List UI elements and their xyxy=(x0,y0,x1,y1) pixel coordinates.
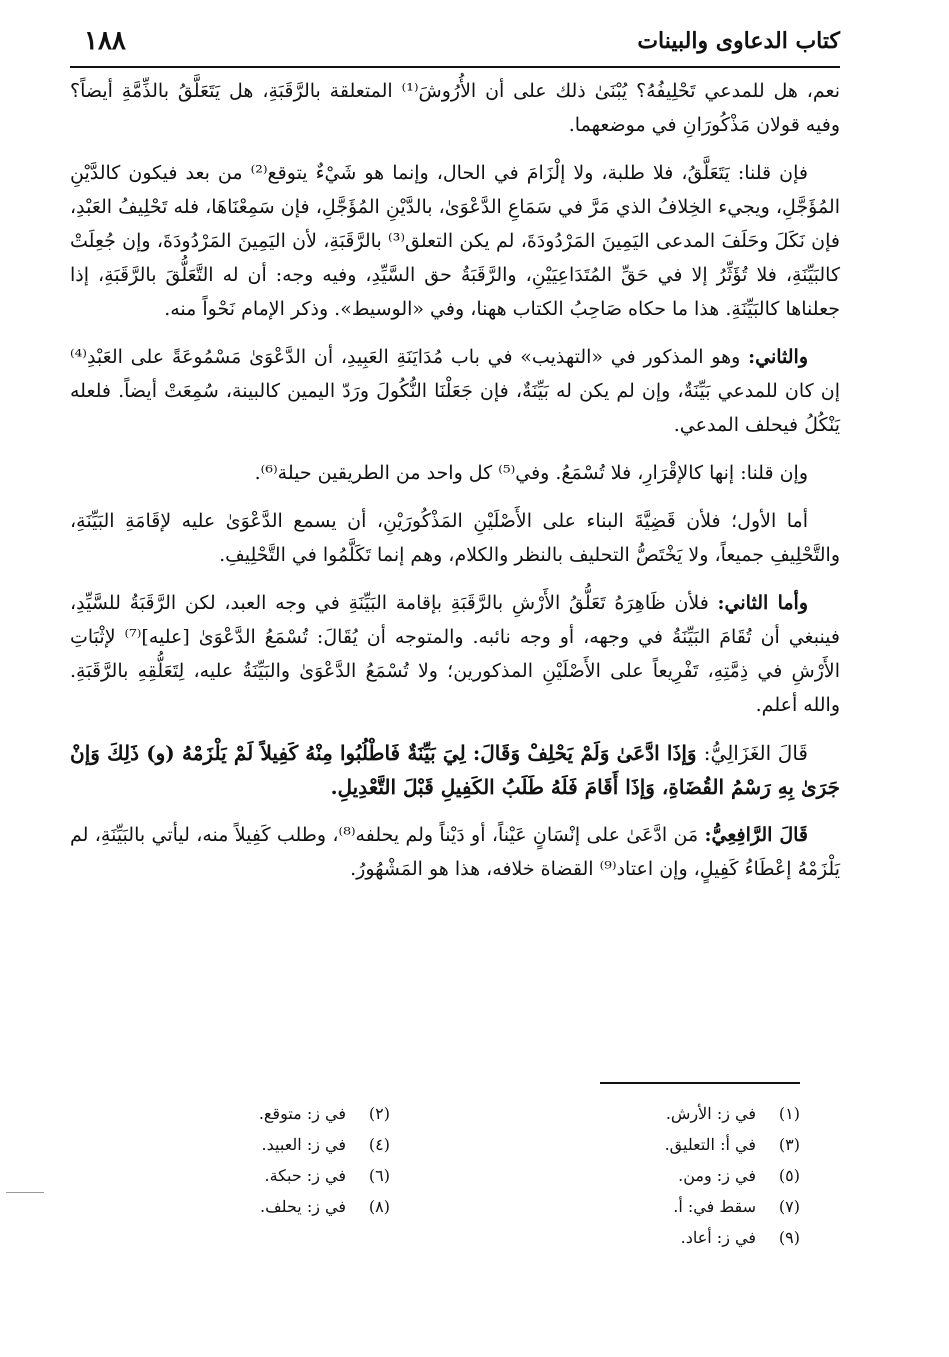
paragraph-lead: والثاني: xyxy=(748,346,808,368)
footnote-text: في ز: العبيد. xyxy=(261,1135,346,1154)
book-page xyxy=(70,0,840,1357)
footnote-number: (٨) xyxy=(368,1197,390,1216)
footnote xyxy=(110,1129,390,1160)
footnote-text: في ز: أعاد. xyxy=(680,1228,756,1247)
page-number: ١٨٨ xyxy=(84,26,126,56)
scan-edge-mark xyxy=(6,1192,44,1193)
footnote-text: سقط في: أ. xyxy=(673,1197,756,1216)
paragraph-text: وإن قلنا: إنها كالإقْرَارِ، فلا تُسْمَعُ. وفي⁽⁵⁾ كل واحد من الطريقين حيلة⁽⁶⁾. xyxy=(254,462,808,484)
paragraph-text: وهو المذكور في «التهذيب» في باب مُدَايَنَةِ العَبِيدِ، أن الدَّعْوَىٰ مَسْمُوعَةً على العَبْدِ⁽⁴⁾ إن كان للمدعي بَيِّنَةٌ، وإن لم يكن له بَيِّنَةٌ، فإن جَعَلْنَا النُّكُولَ ورَدّ اليمين كالبينة، سُمِعَتْ أيضاً. فلعله يَنْكُلُ فيحلف المدعي. xyxy=(70,346,840,436)
main-text xyxy=(70,74,840,900)
running-title: كتاب الدعاوى والبينات xyxy=(637,28,840,54)
footnote-text: في ز: حبكة. xyxy=(264,1166,346,1185)
footnote-number: (١) xyxy=(778,1104,800,1123)
paragraph-lead: قَالَ الرَّافِعِيُّ: xyxy=(704,824,808,846)
paragraph-2 xyxy=(70,156,840,326)
footnote-number: (٦) xyxy=(368,1166,390,1185)
paragraph-text: مَن ادَّعَىٰ على إنْسَانٍ عَيْناً، أو دَيْناً ولم يحلفه⁽⁸⁾، وطلب كَفِيلاً منه، ليأتي بالبَيِّنَةِ، لم يَلْزَمْهُ إعْطَاءُ كَفِيلٍ، وإن اعتاد⁽⁹⁾ القضاة خلافه، هذا هو المَشْهُورُ. xyxy=(70,824,840,880)
footnote-text: في ز: الأرش. xyxy=(665,1104,756,1123)
paragraph-3 xyxy=(70,340,840,442)
quote-lead: قَالَ الغَزَالِيُّ: xyxy=(703,741,808,765)
footnote-text: في أ: التعليق. xyxy=(664,1135,756,1154)
footnote xyxy=(110,1098,390,1129)
paragraph-text: أما الأول؛ فلأن قَضِيَّةَ البناء على الأَصْلَيْنِ المَذْكُورَيْنِ، أن يسمع الدَّعْوَىٰ عليه لإقَامَةِ البَيِّنَةِ، والتَّحْلِيفِ جميعاً، ولا يَخْتَصُّ التحليف بالنظر والكلام، وهم إنما تَكَلَّمُوا في التَّحْلِيفِ. xyxy=(70,510,840,566)
footnotes-left-column xyxy=(110,1098,520,1253)
ghazali-quote xyxy=(70,736,840,804)
footnote-text: في ز: ومن. xyxy=(678,1166,756,1185)
paragraph-1 xyxy=(70,74,840,142)
footnote-number: (٥) xyxy=(778,1166,800,1185)
footnote-number: (٣) xyxy=(778,1135,800,1154)
footnote xyxy=(110,1191,390,1222)
footnote-number: (٩) xyxy=(778,1228,800,1247)
footnote-number: (٤) xyxy=(368,1135,390,1154)
rafii-commentary xyxy=(70,818,840,886)
paragraph-4 xyxy=(70,456,840,490)
paragraph-text: فإن قلنا: يَتَعَلَّقُ، فلا طلبة، ولا إلْزَامَ في الحال، وإنما هو شَيْءٌ يتوقع⁽²⁾ من بعد فيكون كالدَّيْنِ المُؤَجَّلِ، ويجيء الخِلافُ الذي مَرَّ في سَمَاعِ الدَّعْوَىٰ، بالدَّيْنِ المُؤَجَّلِ، فإن سَمِعْنَاهَا، فله تَحْلِيفُ العَبْدِ، فإن نَكَلَ وحَلَفَ المدعى اليَمِينَ المَرْدُودَةَ، لم يكن التعلق⁽³⁾ بالرَّقَبَةِ، لأن اليَمِينَ المَرْدُودَةَ، وإن جُعِلَتْ كالبَيِّنَةِ، فلا تُؤَثِّرُ إلا في حَقِّ المُتَدَاعِيَيْنِ، والرَّقَبَةُ حق السَّيِّدِ، وفيه وجه: أن له التَّعَلُّقَ بالرَّقَبَةِ، إذا جعلناها كالبَيِّنَةِ. هذا ما حكاه صَاحِبُ الكتاب ههنا، وفي «الوسيط». وذكر الإمام نَحْواً منه. xyxy=(70,162,840,320)
footnotes xyxy=(110,1098,800,1253)
footnote xyxy=(520,1129,800,1160)
footnote-divider xyxy=(600,1082,800,1084)
quote-text: وَإذَا ادَّعَىٰ وَلَمْ يَحْلِفْ وَقَالَ: لِيَ بَيِّنَةٌ فَاطْلُبُوا مِنْهُ كَفِيلاً لَمْ يَلْزَمْهُ (و) ذَلِكَ وَإنْ جَرَىٰ بِهِ رَسْمُ القُضَاةِ، وَإذَا أَقَامَ فَلَهُ طَلَبُ الكَفِيلِ قَبْلَ التَّعْدِيلِ. xyxy=(70,741,840,799)
footnote-number: (٢) xyxy=(368,1104,390,1123)
paragraph-text: فلأن ظَاهِرَهُ تَعَلُّقُ الأَرْشِ بالرَّقَبَةِ بإقامة البَيِّنَةِ في وجه العبد، لكن الرَّقَبَةُ للسَّيِّدِ، فينبغي أن تُقَامَ البَيِّنَةُ في وجهه، أو وجه نائبه. والمتوجه أن يُقَالَ: تُسْمَعُ الدَّعْوَىٰ [عليه]⁽⁷⁾ لإثْبَاتِ الأَرْشِ في ذِمَّتِهِ، تَفْرِيعاً على الأَصْلَيْنِ المذكورين؛ ولا تُسْمَعُ الدَّعْوَىٰ والبَيِّنَةُ عليه، لِتَعَلُّقِهِ بالرَّقَبَةِ. والله أعلم. xyxy=(70,592,840,716)
page-header xyxy=(70,22,840,68)
footnote xyxy=(110,1160,390,1191)
paragraph-lead: وأما الثاني: xyxy=(717,592,808,614)
footnote-text: في ز: متوقع. xyxy=(258,1104,346,1123)
footnote-text: في ز: يحلف. xyxy=(260,1197,346,1216)
footnote xyxy=(520,1222,800,1253)
footnote-number: (٧) xyxy=(778,1197,800,1216)
footnote xyxy=(520,1160,800,1191)
paragraph-5 xyxy=(70,504,840,572)
paragraph-6 xyxy=(70,586,840,722)
footnotes-right-column xyxy=(520,1098,800,1253)
footnote xyxy=(520,1098,800,1129)
footnote xyxy=(520,1191,800,1222)
paragraph-text: نعم، هل للمدعي تَحْلِيفُهُ؟ يُبْنَىٰ ذلك على أن الأُرُوشَ⁽¹⁾ المتعلقة بالرَّقَبَةِ، هل يَتَعَلَّقُ بالذِّمَّةِ أيضاً؟ وفيه قولان مَذْكُورَانِ في موضعهما. xyxy=(70,80,840,136)
